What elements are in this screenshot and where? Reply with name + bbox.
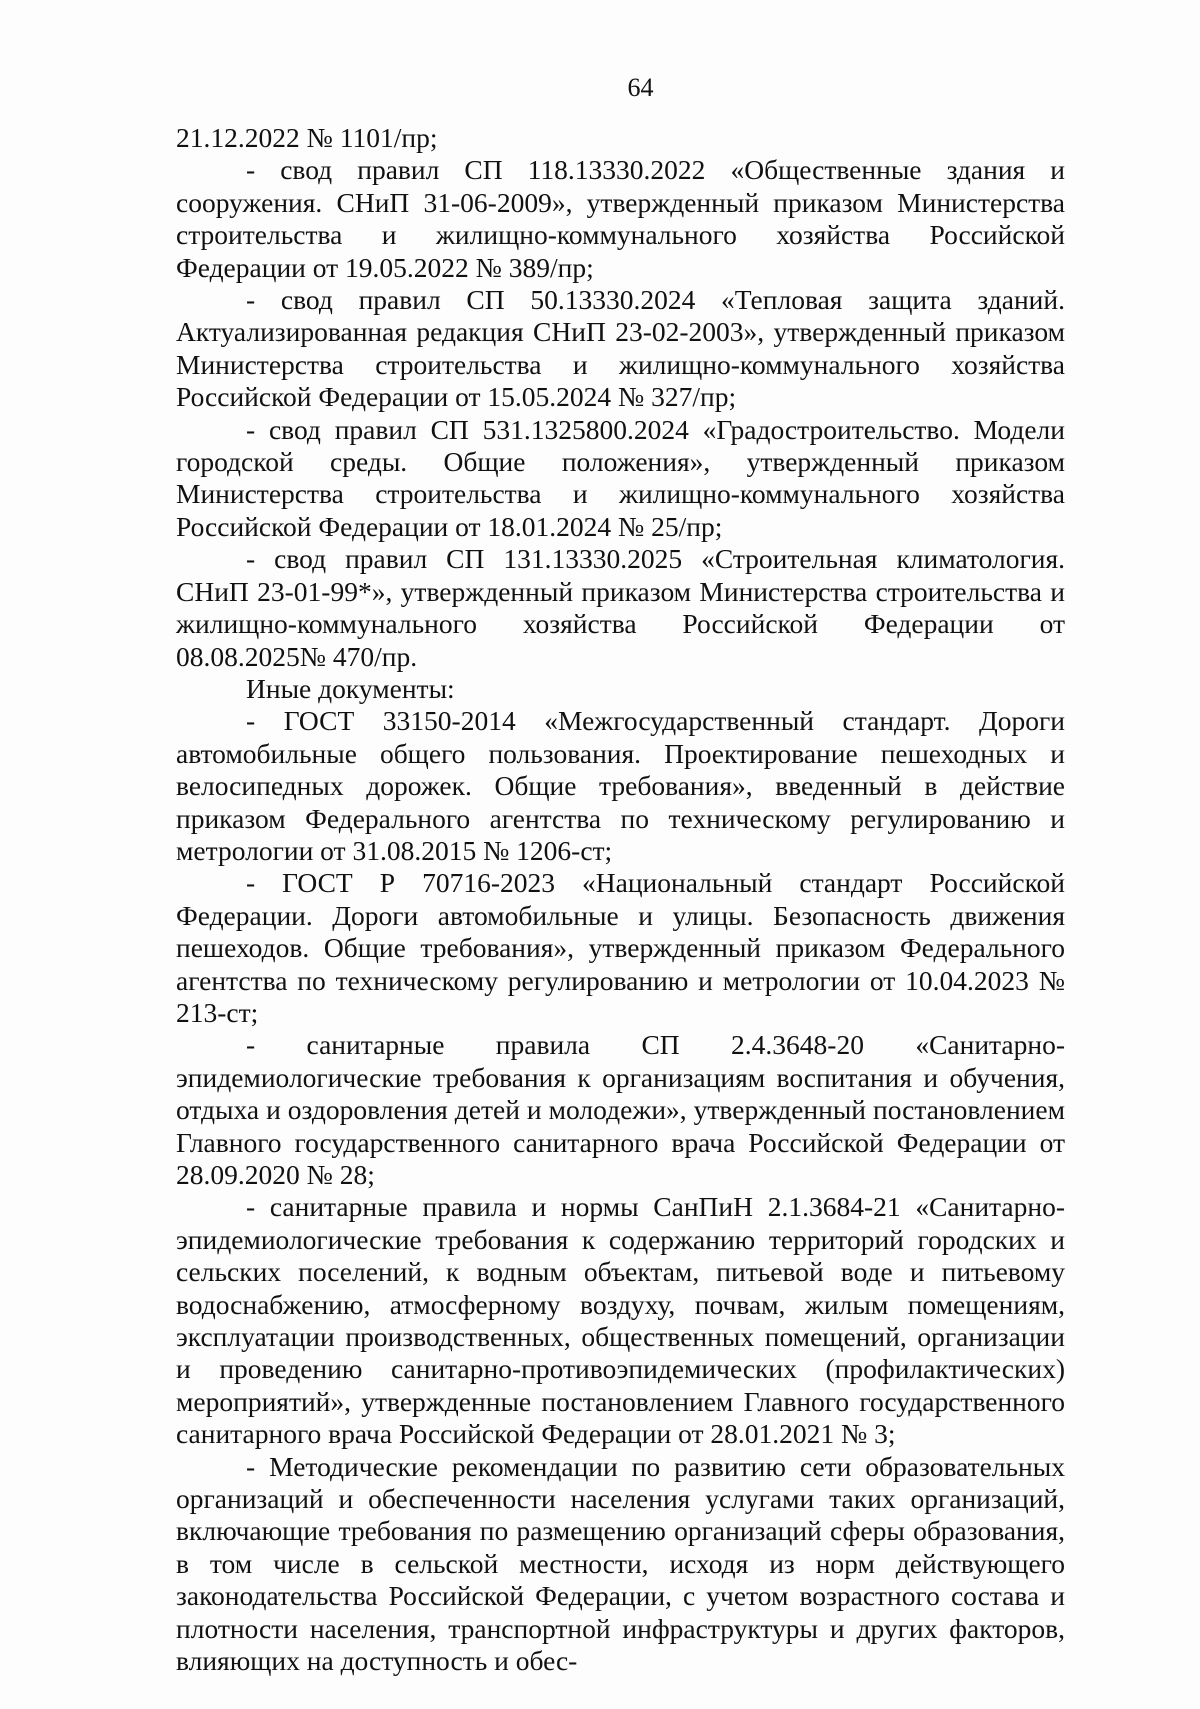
paragraph: - свод правил СП 50.13330.2024 «Тепловая защита зданий. Актуализированная редакция СНиП 23-02-2003», утвержденный приказом Министерства строительства и жилищно-коммунального хозяйства Российской Федерации от 15.05.2024 № 327/пр;	[176, 284, 1065, 413]
paragraph: - ГОСТ 33150-2014 «Межгосударственный стандарт. Дороги автомобильные общего пользования. Проектирование пешеходных и велосипедных дорожек. Общие требования», введенный в действие приказом Федерального агентства по техническому регулированию и метрологии от 31.08.2015 № 1206-ст;	[176, 705, 1065, 866]
page-number: 64	[627, 73, 654, 102]
paragraph: - санитарные правила СП 2.4.3648-20 «Санитарно-эпидемиологические требования к организациям воспитания и обучения, отдыха и оздоровления детей и молодежи», утвержденный постановлением Главного государственного санитарного врача Российской Федерации от 28.09.2020 № 28;	[176, 1029, 1065, 1190]
paragraph: - свод правил СП 531.1325800.2024 «Градостроительство. Модели городской среды. Общие положения», утвержденный приказом Министерства строительства и жилищно-коммунального хозяйства Российской Федерации от 18.01.2024 № 25/пр;	[176, 413, 1065, 542]
document-body	[176, 122, 1065, 1678]
paragraph: - Методические рекомендации по развитию сети образовательных организаций и обеспеченности населения услугами таких организаций, включающие требования по размещению организаций сферы образования, в том числе в сельской местности, исходя из норм действующего законодательства Российской Федерации, с учетом возрастного состава и плотности населения, транспортной инфраструктуры и других факторов, влияющих на доступность и обес-	[176, 1450, 1065, 1677]
paragraph: - свод правил СП 118.13330.2022 «Общественные здания и сооружения. СНиП 31-06-2009», утвержденный приказом Министерства строительства и жилищно-коммунального хозяйства Российской Федерации от 19.05.2022 № 389/пр;	[176, 154, 1065, 283]
paragraph: 21.12.2022 № 1101/пр;	[176, 122, 438, 153]
paragraph: - санитарные правила и нормы СанПиН 2.1.3684-21 «Санитарно-эпидемиологические требования к содержанию территорий городских и сельских поселений, к водным объектам, питьевой воде и питьевому водоснабжению, атмосферному воздуху, почвам, жилым помещениям, эксплуатации производственных, общественных помещений, организации и проведению санитарно-противоэпидемических (профилактических) мероприятий», утвержденные постановлением Главного государственного санитарного врача Российской Федерации от 28.01.2021 № 3;	[176, 1191, 1065, 1450]
paragraph: - свод правил СП 131.13330.2025 «Строительная климатология. СНиП 23-01-99*», утвержденный приказом Министерства строительства и жилищно-коммунального хозяйства Российской Федерации от 08.08.2025№ 470/пр.	[176, 543, 1065, 672]
paragraph: Иные документы:	[246, 672, 455, 704]
paragraph: - ГОСТ Р 70716-2023 «Национальный стандарт Российской Федерации. Дороги автомобильные и улицы. Безопасность движения пешеходов. Общие требования», утвержденный приказом Федерального агентства по техническому регулированию и метрологии от 10.04.2023 № 213-ст;	[176, 867, 1065, 1028]
